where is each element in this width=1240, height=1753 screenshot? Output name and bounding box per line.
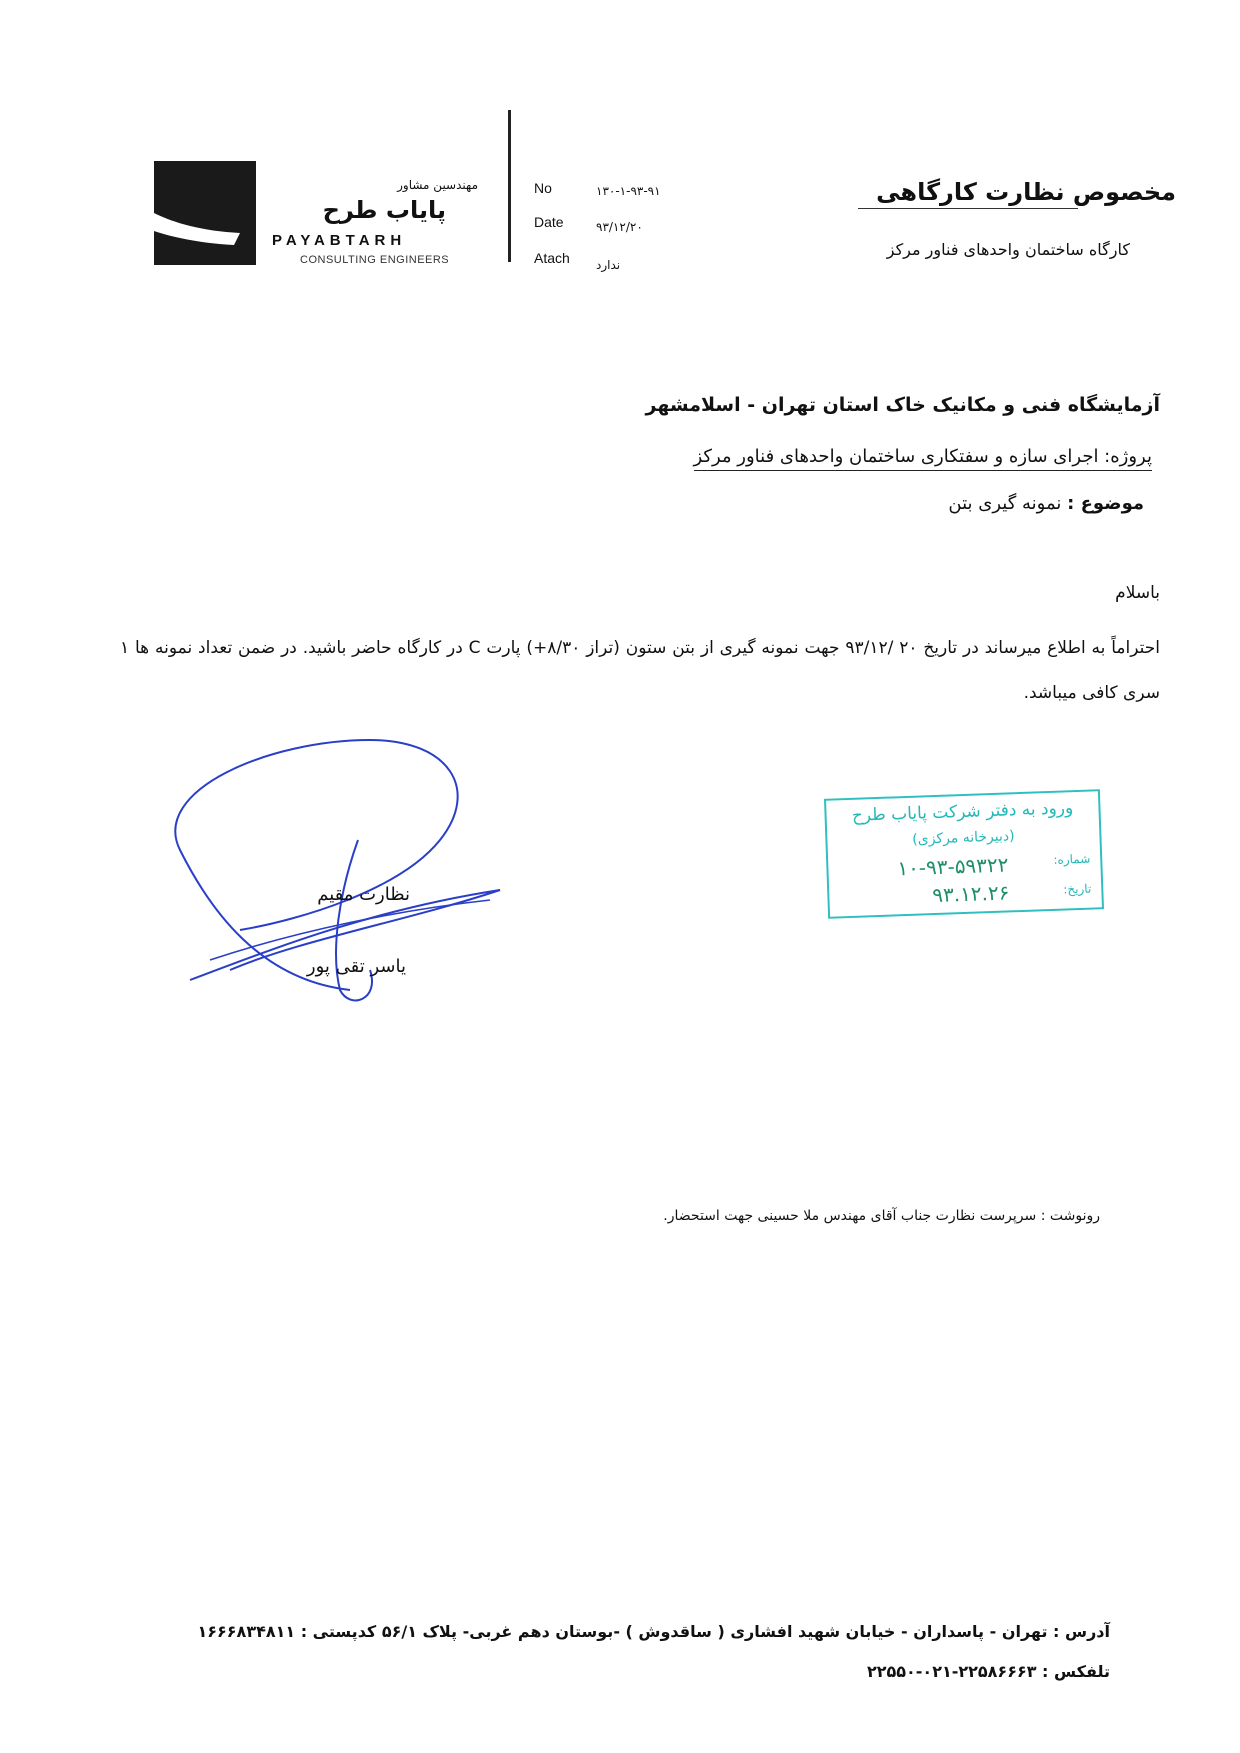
header-divider — [508, 110, 511, 262]
attachment-label: Atach — [534, 250, 570, 266]
greeting: باسلام — [1115, 583, 1160, 603]
office-entry-stamp — [824, 789, 1104, 919]
company-type-label: مهندسین مشاور — [397, 178, 478, 192]
letter-date-value: ۹۳/۱۲/۲۰ — [596, 220, 643, 234]
workshop-subtitle: کارگاه ساختمان واحدهای فناور مرکز — [886, 240, 1130, 259]
company-address: آدرس : تهران - پاسداران - خیابان شهید افشاری ( ساقدوش ) -بوستان دهم غربی- پلاک ۵۶/۱ کدپستی : ۱۶۶۶۸۳۴۸۱۱ — [197, 1622, 1110, 1641]
subject-value: نمونه گیری بتن — [948, 493, 1062, 514]
stamp-date-label: تاریخ: — [1063, 881, 1092, 897]
letter-body-paragraph: احتراماً به اطلاع میرساند در تاریخ ۲۰ /۹۳/۱۲ جهت نمونه گیری از بتن ستون (تراز ۸/۳۰+) پارت C در کارگاه حاضر باشید. در ضمن تعداد نمونه ها ۱ سری کافی میباشد. — [120, 638, 1161, 703]
stamp-date-value: ۹۳.۱۲.۲۶ — [931, 880, 1010, 908]
letter-number-value: ۱۳۰-۱-۹۳-۹۱ — [596, 184, 661, 198]
supervision-title: مخصوص نظارت کارگاهی — [876, 178, 1176, 206]
stamp-number-value: ۱۰-۹۳-۵۹۳۲۲ — [896, 852, 1009, 881]
company-name-fa: پایاب طرح — [322, 196, 446, 224]
company-phone: تلفکس : ۲۲۵۸۶۶۶۳-۰۲۱-۲۲۵۵۰ — [866, 1662, 1110, 1681]
supervision-underline — [858, 208, 1078, 209]
company-logo — [154, 161, 256, 265]
letter-number-label: No — [534, 180, 552, 196]
company-name-en: PAYABTARH — [272, 232, 407, 249]
carbon-copy-note: رونوشت : سرپرست نظارت جناب آقای مهندس ملا حسینی جهت استحضار. — [663, 1208, 1100, 1224]
company-subtitle-en: CONSULTING ENGINEERS — [300, 254, 450, 266]
recipient-line: آزمایشگاه فنی و مکانیک خاک استان تهران - اسلامشهر — [645, 394, 1160, 416]
attachment-value: ندارد — [596, 258, 621, 272]
subject-label: موضوع : — [1067, 493, 1144, 514]
signatory-role: نظارت مقیم — [317, 884, 410, 905]
subject-line — [948, 493, 1144, 514]
letter-date-label: Date — [534, 214, 564, 230]
stamp-subtitle: (دبیرخانه مرکزی) — [912, 828, 1015, 848]
stamp-number-label: شماره: — [1053, 851, 1091, 867]
stamp-title: ورود به دفتر شرکت پایاب طرح — [851, 798, 1074, 826]
signatory-name: یاسر تقی پور — [306, 956, 406, 977]
project-line: پروژه: اجرای سازه و سفتکاری ساختمان واحدهای فناور مرکز — [694, 446, 1153, 471]
